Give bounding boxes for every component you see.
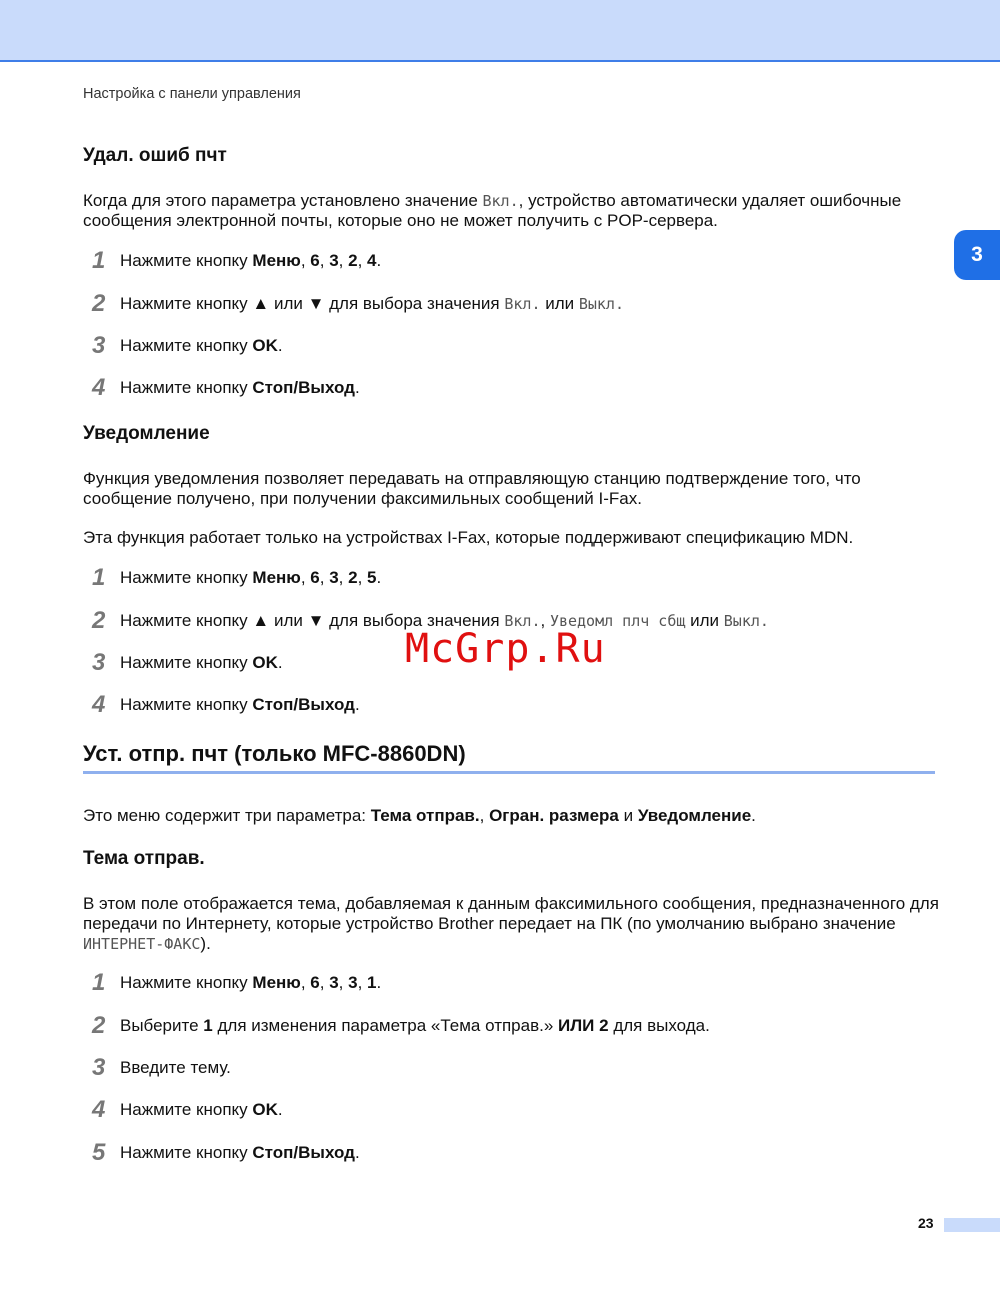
section-title-send-mail-setup: Уст. отпр. пчт (только MFC-8860DN): [83, 741, 466, 766]
section2-note: Эта функция работает только на устройствах I-Fax, которые поддерживают спецификацию MDN.: [83, 528, 854, 547]
step-item: 3 Нажмите кнопку OK.: [92, 649, 283, 676]
section2-paragraph: Функция уведомления позволяет передавать на отправляющую станцию подтверждение того, что сообщение получено, при получении факсимильных сообщений I-Fax.: [83, 469, 861, 508]
step-item: 1 Нажмите кнопку Меню, 6, 3, 3, 1.: [92, 969, 382, 996]
step-item: 4 Нажмите кнопку Стоп/Выход.: [92, 691, 360, 718]
step-item: 2 Нажмите кнопку ▲ или ▼ для выбора значения Вкл. или Выкл.: [92, 290, 624, 317]
step-item: 3 Введите тему.: [92, 1054, 231, 1081]
step-item: 1 Нажмите кнопку Меню, 6, 3, 2, 5.: [92, 564, 382, 591]
section3-intro: Это меню содержит три параметра: Тема отправ., Огран. размера и Уведомление.: [83, 806, 756, 825]
section-title-delete-error-mail: Удал. ошиб пчт: [83, 145, 227, 166]
step-item: 5 Нажмите кнопку Стоп/Выход.: [92, 1139, 360, 1166]
section-divider: [83, 771, 935, 774]
page-number: 23: [918, 1215, 934, 1231]
step-item: 2 Выберите 1 для изменения параметра «Тема отправ.» ИЛИ 2 для выхода.: [92, 1012, 710, 1039]
step-item: 4 Нажмите кнопку OK.: [92, 1096, 283, 1123]
watermark: McGrp.Ru: [405, 626, 606, 672]
section-title-subject: Тема отправ.: [83, 848, 205, 869]
section1-paragraph: Когда для этого параметра установлено значение Вкл., устройство автоматически удаляет ошибочные сообщения электронной почты, которые оно не может получить с POP-сервера.: [83, 191, 902, 230]
step-item: 3 Нажмите кнопку OK.: [92, 332, 283, 359]
footer-band: [944, 1218, 1000, 1232]
step-item: 4 Нажмите кнопку Стоп/Выход.: [92, 374, 360, 401]
section4-paragraph: В этом поле отображается тема, добавляемая к данным факсимильного сообщения, предназначенного для передачи по Интернету, которые устройство Brother передает на ПК (по умолчанию выбрано значение ИНТЕРНЕТ-ФАКС).: [83, 894, 939, 953]
step-item: 2 Нажмите кнопку ▲ или ▼ для выбора значения Вкл., Уведомл плч сбщ или Выкл.: [92, 607, 769, 634]
chapter-tab[interactable]: 3: [954, 230, 1000, 280]
breadcrumb: Настройка с панели управления: [83, 86, 301, 102]
step-item: 1 Нажмите кнопку Меню, 6, 3, 2, 4.: [92, 247, 382, 274]
header-band: [0, 0, 1000, 62]
section-title-notification: Уведомление: [83, 423, 210, 444]
